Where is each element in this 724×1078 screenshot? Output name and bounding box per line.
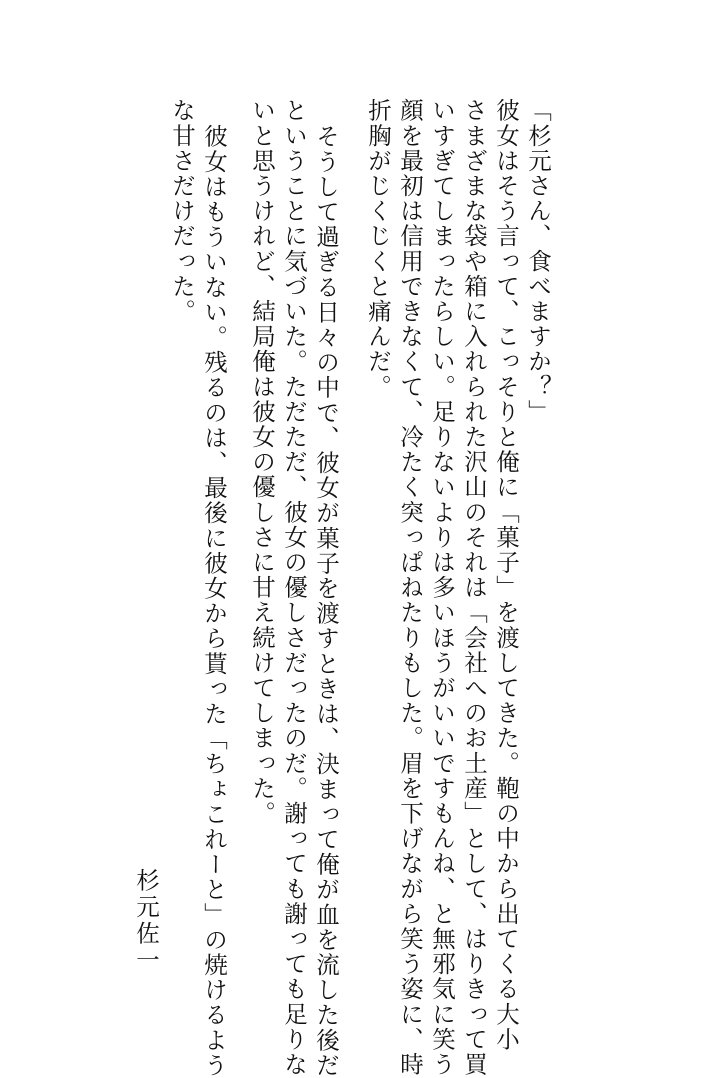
text-line-6: 折胸がじくじくと痛んだ。 — [364, 98, 392, 400]
text-line-8: ということに気づいた。ただただ、彼女の優しさだったのだ。謝っても謝っても足りな — [280, 98, 308, 1077]
text-line-3: さまざまな袋や箱に入れられた沢山のそれは「会社へのお土産」として、はりきって買 — [460, 98, 488, 1077]
text-line-11: な甘さだけだった。 — [168, 98, 196, 324]
text-line-7: そうして過ぎる日々の中で、彼女が菓子を渡すときは、決まって俺が血を流した後だ — [312, 124, 340, 1078]
text-line-5: 顔を最初は信用できなくて、冷たく突っぱねたりもした。眉を下げながら笑う姿に、時 — [396, 98, 424, 1077]
text-line-10: 彼女はもういない。残るのは、最後に彼女から貰った「ちょこれーと」の焼けるよう — [200, 124, 228, 1078]
author-signature: 杉元佐一 — [132, 868, 160, 974]
text-line-4: いすぎてしまったらしい。足りないよりは多いほうがいいですもんね、と無邪気に笑う — [428, 98, 456, 1077]
text-line-1: 「杉元さん、食べますか？」 — [524, 98, 552, 425]
text-line-2: 彼女はそう言って、こっそりと俺に「菓子」を渡してきた。鞄の中から出てくる大小 — [492, 98, 520, 1052]
text-line-9: いと思うけれど、結局俺は彼女の優しさに甘え続けてしまった。 — [248, 98, 276, 826]
